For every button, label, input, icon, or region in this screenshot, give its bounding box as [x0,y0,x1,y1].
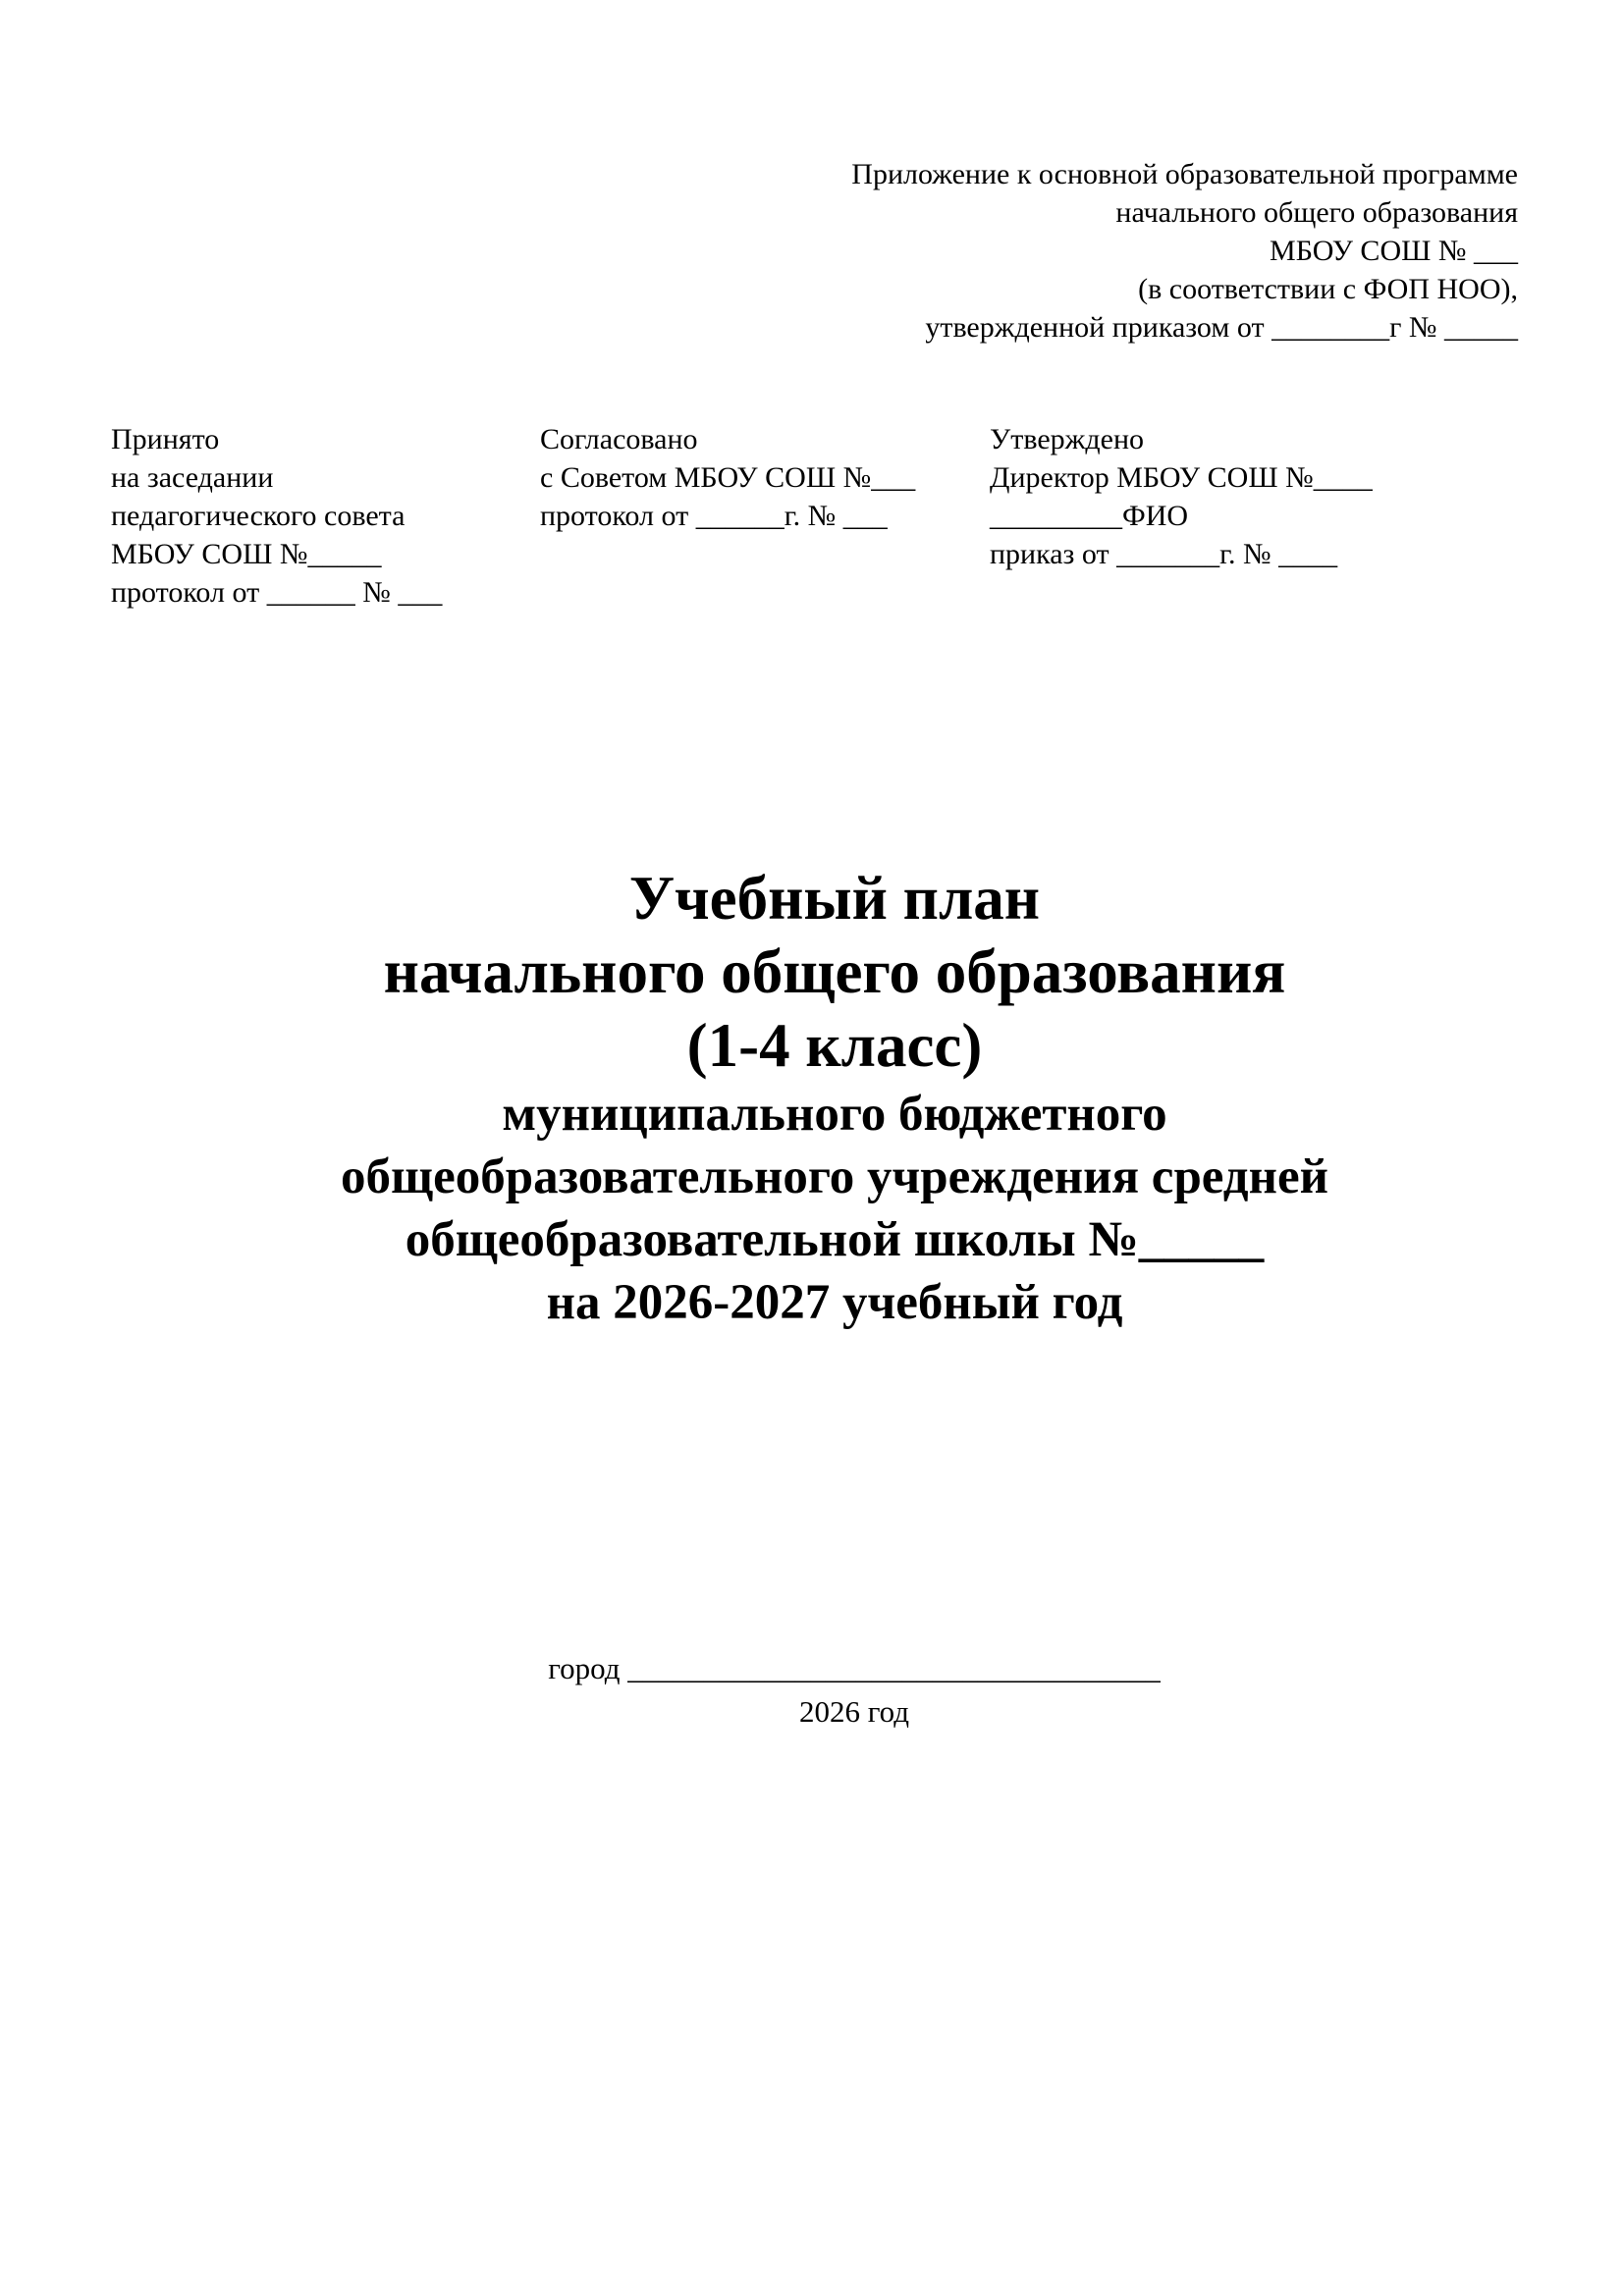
title-sub-line: общеобразовательного учреждения средней [341,1149,1328,1204]
year-line: 2026 год [798,1694,910,1729]
accepted-line: МБОУ СОШ №_____ [111,538,382,570]
appendix-line: Приложение к основной образовательной программе [851,158,1518,190]
document-title [0,862,1623,1334]
title-sub-line: на 2026-2027 учебный год [546,1275,1123,1330]
document-footer [0,1647,1623,1734]
agreed-line: с Советом МБОУ СОШ №___ [540,461,916,494]
title-main-line: Учебный план [628,864,1041,933]
approved-heading: Утверждено [990,423,1145,455]
city-line: город ___________________________________ [548,1651,1161,1685]
accepted-line: педагогического совета [111,500,406,532]
appendix-line: утвержденной приказом от ________г № _____ [925,311,1518,344]
accepted-heading: Принято [111,423,220,455]
accepted-block [111,420,442,612]
title-main-line: начального общего образования [383,937,1286,1006]
approved-line: приказ от _______г. № ____ [990,538,1338,570]
appendix-line: (в соответствии с ФОП НОО), [1138,273,1518,305]
accepted-line: на заседании [111,461,274,494]
agreed-block [540,420,915,535]
approved-block [990,420,1373,573]
appendix-note [634,155,1518,347]
accepted-line: протокол от ______ № ___ [111,576,443,609]
approval-stamps [111,420,1535,616]
approved-line: Директор МБОУ СОШ №____ [990,461,1373,494]
appendix-line: начального общего образования [1115,196,1518,229]
agreed-line: протокол от ______г. № ___ [540,500,888,532]
title-sub-line: общеобразовательной школы №_____ [405,1212,1265,1267]
approved-line: _________ФИО [990,500,1189,532]
appendix-line: МБОУ СОШ № ___ [1270,235,1518,267]
title-main-line: (1-4 класс) [686,1011,983,1080]
agreed-heading: Согласовано [540,423,698,455]
title-sub-line: муниципального бюджетного [502,1087,1167,1142]
